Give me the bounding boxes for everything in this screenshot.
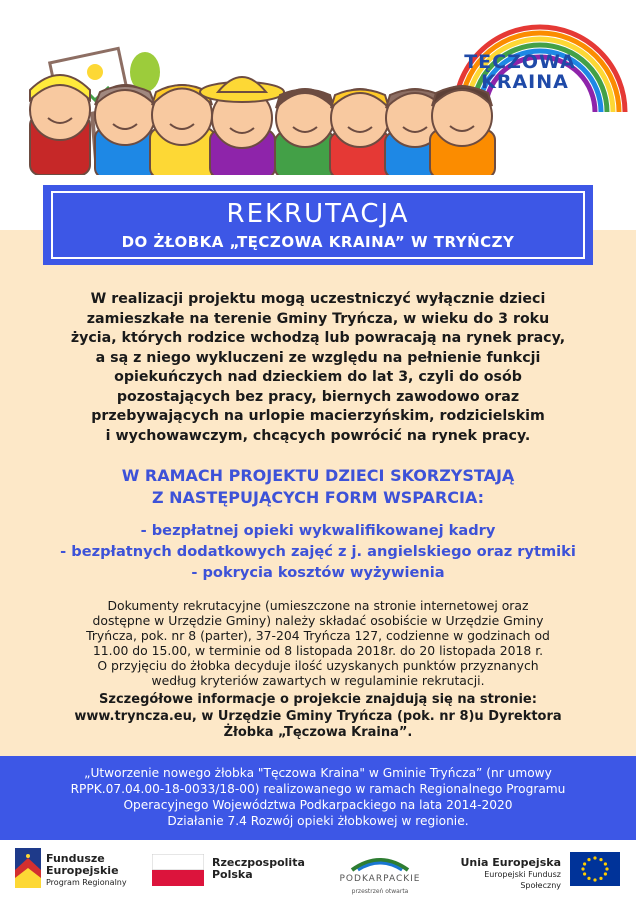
documents-line: 11.00 do 15.00, w terminie od 8 listopada 2018r. do 20 listopada 2018 r.	[92, 643, 544, 658]
documents-line: dostępne w Urzędzie Gminy) należy składać osobiście w Urzędzie Gminy	[92, 613, 544, 628]
fundusze-europejskie-logo	[46, 853, 127, 888]
logo-line-2: KRAINA	[481, 71, 569, 93]
pk-line-2: przestrzeń otwarta	[351, 888, 409, 895]
child-1	[30, 75, 90, 175]
project-footer	[0, 756, 636, 840]
title-banner	[43, 185, 593, 265]
support-item: - bezpłatnych dodatkowych zajęć z j. angielskiego oraz rytmiki	[60, 543, 576, 560]
support-heading	[18, 465, 618, 509]
support-list	[0, 520, 636, 583]
details-line: Żłobka „Tęczowa Kraina”.	[223, 725, 413, 740]
intro-line: przebywających na urlopie macierzyńskim, rodzicielskim	[91, 408, 545, 424]
podkarpackie-icon	[350, 850, 410, 872]
intro-line: zamieszkałe na terenie Gminy Tryńcza, w wieku do 3 roku	[86, 310, 550, 327]
intro-line: W realizacji projektu mogą uczestniczyć wyłącznie dzieci	[90, 291, 546, 307]
intro-line: pozostających bez pracy, biernych zawodowo oraz	[116, 388, 520, 405]
details-line: www.tryncza.eu, w Urzędzie Gminy Tryńcza (pok. nr 8)u Dyrektora	[74, 708, 562, 724]
ue-line-2: Europejski Fundusz Społeczny	[484, 870, 561, 890]
fe-line-3: Program Regionalny	[46, 878, 127, 887]
footer-text	[6, 765, 630, 829]
support-item: - bezpłatnej opieki wykwalifikowanej kadry	[140, 522, 496, 539]
details-paragraph	[14, 692, 622, 742]
child-6	[330, 89, 390, 175]
pk-line-1: PODKARPACKIE	[339, 874, 421, 884]
page-title: REKRUTACJA	[226, 199, 410, 229]
details-line: Szczegółowe informacje o projekcie znajdują się na stronie:	[99, 692, 537, 707]
funding-logos-bar	[0, 840, 636, 900]
documents-paragraph	[14, 598, 622, 688]
documents-line: Tryńcza, pok. nr 8 (parter), 37-204 Tryńcza 127, codzienne w godzinach od	[86, 628, 550, 643]
documents-line: Dokumenty rekrutacyjne (umieszczone na stronie internetowej oraz	[107, 598, 529, 613]
page-subtitle: DO ŻŁOBKA „TĘCZOWA KRAINA” W TRYŃCZY	[121, 233, 515, 251]
eu-flag-icon	[570, 852, 620, 886]
rp-line-2: Polska	[212, 868, 253, 881]
documents-line: O przyjęciu do żłobka decyduje ilość uzyskanych punktów przyznanych	[97, 658, 539, 673]
fe-line-1: Fundusze	[46, 852, 105, 865]
intro-line: opiekuńczych nad dzieckiem do lat 3, czyli do osób	[114, 369, 522, 385]
footer-line: Operacyjnego Województwa Podkarpackiego na lata 2014-2020	[123, 798, 513, 812]
intro-line: i wychowawczym, chcących powrócić na rynek pracy.	[105, 427, 531, 444]
child-8	[430, 86, 495, 175]
intro-paragraph	[18, 290, 618, 446]
fe-line-2: Europejskie	[46, 864, 119, 877]
support-heading-line: W RAMACH PROJEKTU DZIECI SKORZYSTAJĄ	[121, 466, 515, 485]
polish-flag-icon	[152, 854, 204, 886]
teczowa-kraina-logo	[455, 52, 585, 92]
fundusze-europejskie-icon	[15, 848, 41, 888]
child-3	[150, 85, 215, 175]
child-2	[95, 85, 155, 175]
support-item: - pokrycia kosztów wyżywienia	[191, 564, 445, 581]
unia-europejska-logo	[446, 857, 561, 891]
documents-line: według kryteriów zawartych w regulaminie rekrutacji.	[151, 673, 485, 688]
ue-line-1: Unia Europejska	[460, 856, 561, 869]
intro-line: życia, których rodzice wchodzą lub powracają na rynek pracy,	[70, 330, 566, 346]
child-5	[275, 89, 335, 175]
rp-line-1: Rzeczpospolita	[212, 856, 305, 869]
child-4	[200, 77, 284, 175]
intro-line: a są z niego wykluczeni ze względu na pełnienie funkcji	[95, 349, 541, 366]
podkarpackie-logo	[330, 873, 430, 897]
rzeczpospolita-polska-logo	[212, 857, 305, 881]
footer-line: Działanie 7.4 Rozwój opieki żłobkowej w regionie.	[167, 814, 469, 828]
logo-line-1: TĘCZOWA	[464, 51, 576, 73]
footer-line: „Utworzenie nowego żłobka "Tęczowa Kraina" w Gminie Tryńcza” (nr umowy	[84, 766, 552, 780]
support-heading-line: Z NASTĘPUJĄCYCH FORM WSPARCIA:	[151, 488, 485, 507]
footer-line: RPPK.07.04.00-18-0033/18-00) realizowanego w ramach Regionalnego Programu	[70, 782, 566, 796]
